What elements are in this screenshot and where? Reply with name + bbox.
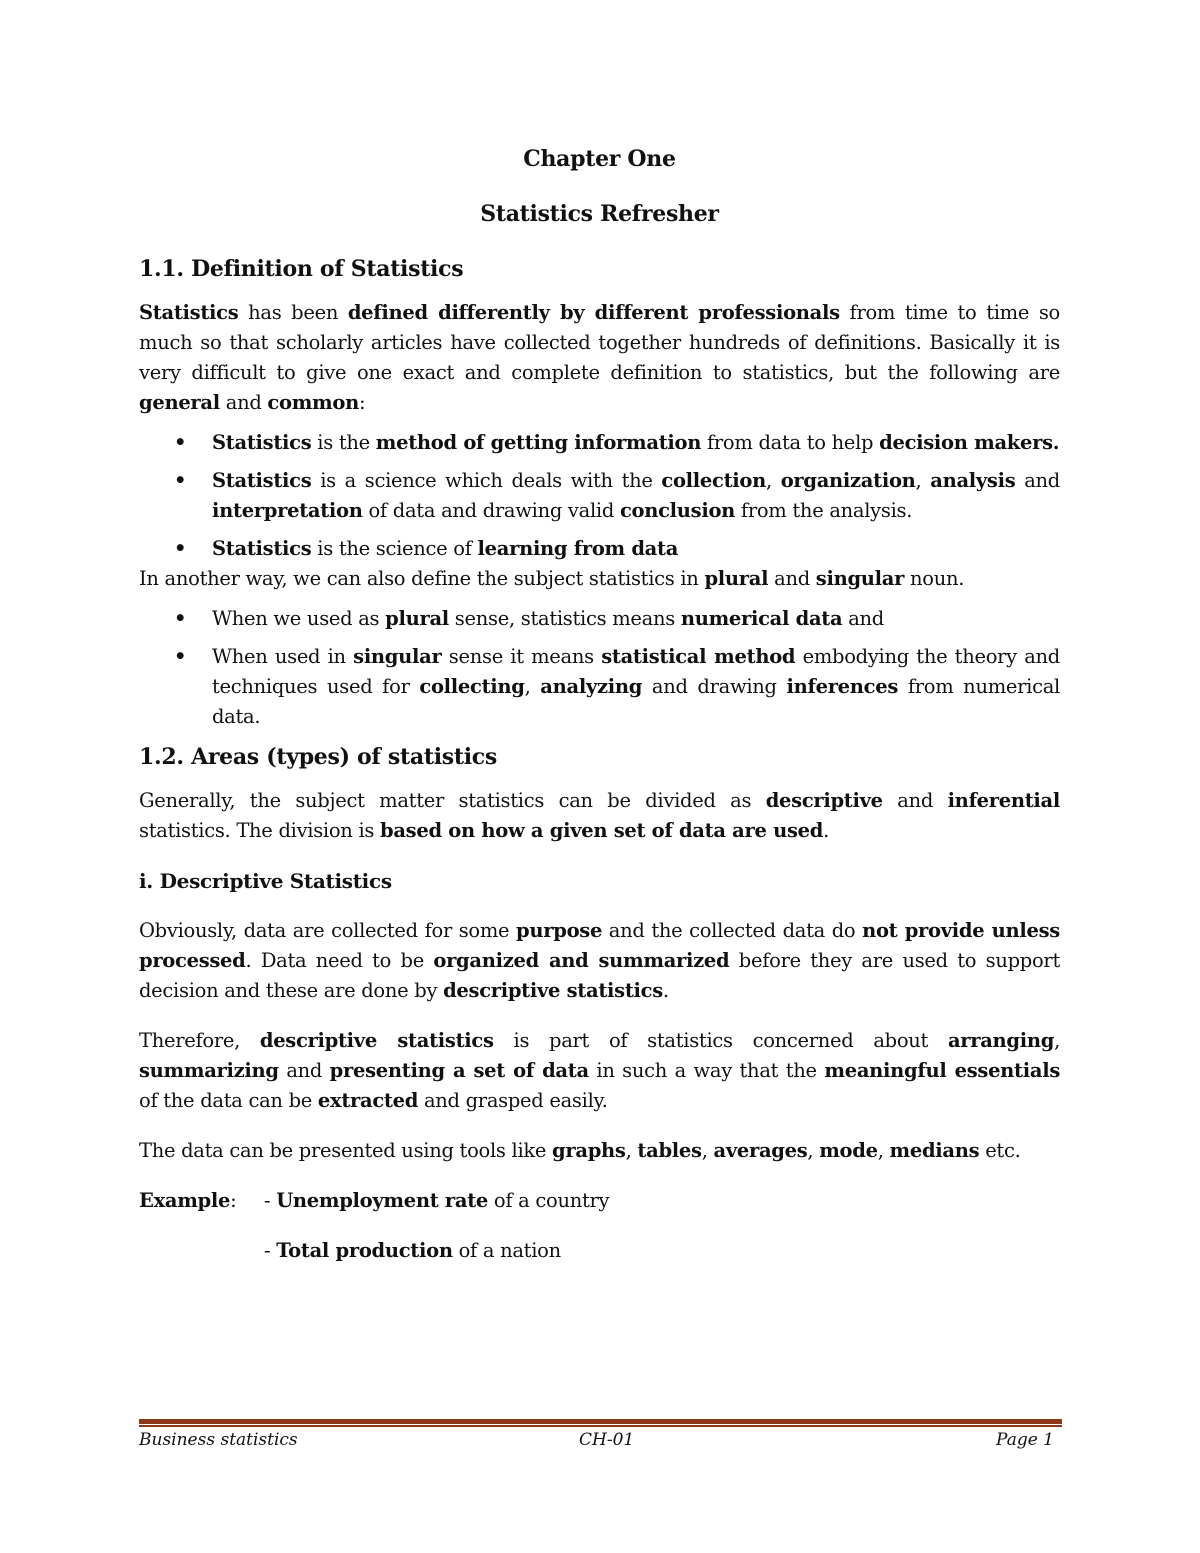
chapter-title: Chapter One [523, 146, 676, 172]
page-footer [139, 1430, 1054, 1454]
example-item-1: - Unemployment rate of a country [264, 1189, 610, 1212]
footer-course-name: Business statistics [139, 1430, 298, 1450]
descriptive-paragraph-1: Obviously, data are collected for some purpose and the collected data do not provide unless processed. Data need to be organized and summarized before they are used to support decision and these are done by descriptive statistics. [139, 919, 1060, 1002]
footer-page-number: Page 1 [996, 1430, 1054, 1450]
descriptive-paragraph-3: The data can be presented using tools like graphs, tables, averages, mode, medians etc. [139, 1139, 1021, 1162]
footer-chapter-code: CH-01 [579, 1430, 635, 1450]
singular-bullet: • When used in singular sense it means statistical method embodying the theory and techniques used for collecting, analyzing and drawing inferences from numerical data. [139, 642, 1060, 732]
example-label: Example: [139, 1189, 237, 1212]
descriptive-paragraph-2: Therefore, descriptive statistics is part of statistics concerned about arranging, summarizing and presenting a set of data in such a way that the meaningful essentials of the data can be extracted and grasped easily. [139, 1029, 1060, 1112]
definition-bullet-1: • Statistics is the method of getting information from data to help decision makers. [139, 428, 1060, 458]
section-2-heading: 1.2. Areas (types) of statistics [139, 744, 497, 770]
example-item-2: - Total production of a nation [264, 1239, 561, 1262]
definition-bullet-3: • Statistics is the science of learning from data [139, 534, 1060, 564]
descriptive-statistics-heading: i. Descriptive Statistics [139, 869, 392, 893]
plural-bullet: • When we used as plural sense, statistics means numerical data and [139, 604, 1060, 634]
definition-bullet-2: • Statistics is a science which deals with the collection, organization, analysis and interpretation of data and drawing valid conclusion from the analysis. [139, 466, 1060, 526]
footer-rule-thick [139, 1419, 1062, 1424]
another-way-paragraph: In another way, we can also define the subject statistics in plural and singular noun. [139, 567, 965, 590]
section-1-heading: 1.1. Definition of Statistics [139, 256, 464, 282]
footer-rule-thin [139, 1425, 1062, 1427]
example-row-2 [139, 1236, 1060, 1266]
definition-bullet-list [139, 428, 1060, 564]
page-content [139, 142, 1060, 1266]
example-row-1 [139, 1186, 1060, 1216]
section-1-intro: Statistics has been defined differently by different professionals from time to time so much so that scholarly articles have collected together hundreds of definitions. Basically it is very difficult to give one exact and complete definition to statistics, but the following are general and common: [139, 301, 1060, 414]
plural-singular-bullet-list [139, 604, 1060, 732]
chapter-subtitle: Statistics Refresher [480, 201, 719, 227]
section-2-intro: Generally, the subject matter statistics can be divided as descriptive and inferential statistics. The division is based on how a given set of data are used. [139, 789, 1060, 842]
